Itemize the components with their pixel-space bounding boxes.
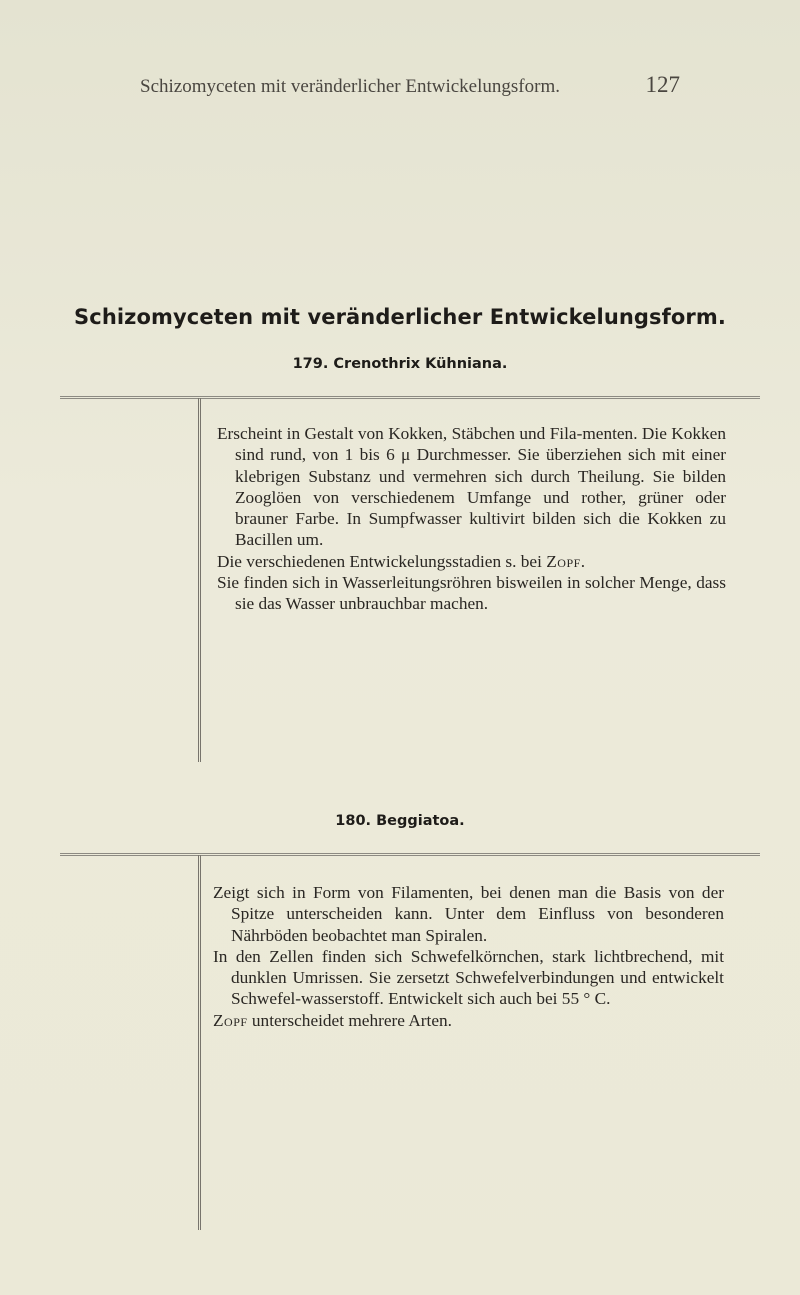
chapter-title: Schizomyceten mit veränderlicher Entwickelungsform. xyxy=(74,305,726,329)
paragraph: Sie finden sich in Wasserleitungsröhren bisweilen in solcher Menge, dass sie das Wasser unbrauchbar machen. xyxy=(217,573,726,614)
running-head-title: Schizomyceten mit veränderlicher Entwickelungsform. xyxy=(140,76,560,97)
author-name: Zopf. xyxy=(546,551,586,571)
page-number: 127 xyxy=(645,72,680,97)
column-divider xyxy=(198,855,201,1230)
section-heading-179: 179. Crenothrix Kühniana. xyxy=(292,356,508,372)
paragraph-text: unterscheidet mehrere Arten. xyxy=(251,1010,452,1030)
paragraph xyxy=(217,551,726,572)
paragraph: Zeigt sich in Form von Filamenten, bei denen man die Basis von der Spitze unterscheiden kann. Unter dem Einfluss von besonderen Nährböden beobachtet man Spiralen. xyxy=(213,883,724,945)
paragraph: In den Zellen finden sich Schwefelkörnchen, stark lichtbrechend, mit dunklen Umrissen. Sie zersetzt Schwefelverbindungen und entwickelt Schwefel-wasserstoff. Entwickelt sich auch bei 55 ° C. xyxy=(213,946,724,1009)
paragraph-text: Die verschiedenen Entwickelungsstadien s. bei xyxy=(217,551,542,571)
paragraph-block xyxy=(213,882,724,946)
paragraph: Erscheint in Gestalt von Kokken, Stäbchen und Fila-menten. Die Kokken sind rund, von 1 bis 6 μ Durchmesser. Sie überziehen sich mit einer klebrigen Substanz und vermehren sich durch Theilung. Sie bilden Zooglöen von verschiedenem Umfange und rother, grüner oder brauner Farbe. In Sumpfwasser kultivirt bilden sich die Kokken zu Bacillen um. xyxy=(217,424,726,550)
table-top-rule xyxy=(60,853,760,856)
author-name: Zopf xyxy=(213,1010,248,1030)
table-top-rule xyxy=(60,396,760,399)
column-divider xyxy=(198,398,201,762)
section-heading-180: 180. Beggiatoa. xyxy=(335,813,465,829)
section-179-text xyxy=(217,423,726,615)
paragraph-block xyxy=(213,946,724,1010)
paragraph xyxy=(213,1010,724,1031)
section-180-text xyxy=(213,882,724,1031)
paragraph-block xyxy=(217,572,726,615)
paragraph-block xyxy=(217,423,726,551)
